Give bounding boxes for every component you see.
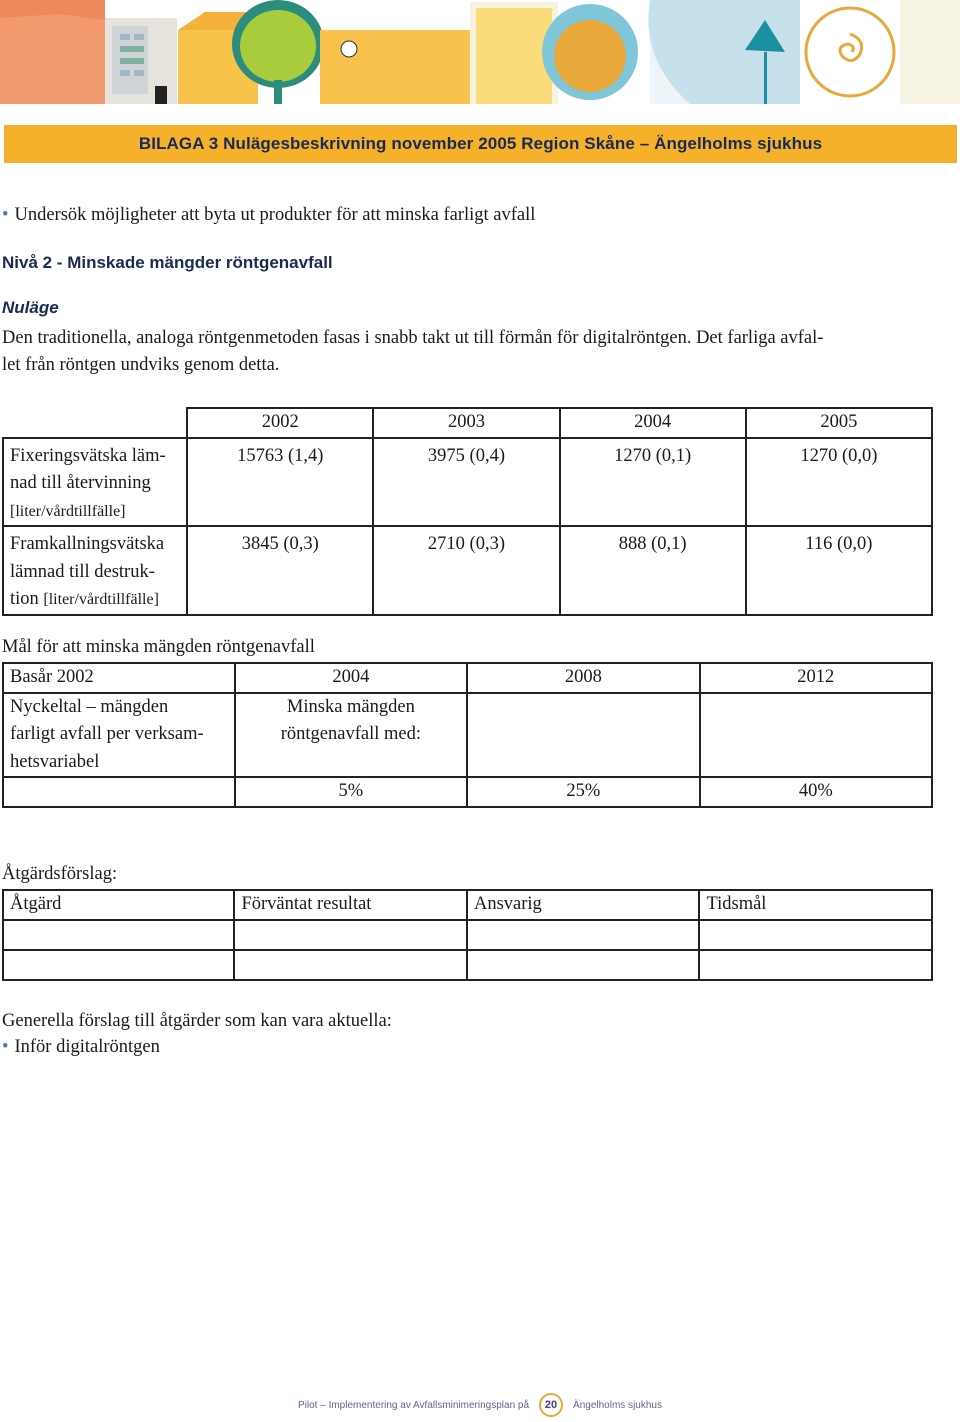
table-row (3, 950, 932, 980)
table-cell-empty (467, 950, 700, 980)
table-corner-cell (3, 408, 187, 438)
status-heading: Nuläge (2, 298, 59, 317)
table-cell-empty (699, 950, 932, 980)
table-cell-empty (234, 950, 467, 980)
goal-year-header: 2008 (467, 663, 699, 693)
intro-bullet (2, 202, 535, 229)
row-label (3, 438, 187, 527)
goals-table (2, 662, 933, 808)
table-cell: 1270 (0,0) (746, 438, 932, 527)
document-header (4, 125, 957, 163)
page-footer (0, 1393, 960, 1417)
table-cell-empty (699, 920, 932, 950)
table-cell-empty (467, 693, 699, 778)
table-cell: 2710 (0,3) (373, 526, 559, 615)
row-label (3, 526, 187, 615)
column-header: Ansvarig (467, 890, 700, 920)
goals-heading: Mål för att minska mängden röntgenavfall (2, 637, 315, 657)
table-cell-empty (700, 693, 932, 778)
table-cell: 888 (0,1) (560, 526, 746, 615)
actions-heading: Åtgärdsförslag: (2, 864, 118, 884)
status-paragraph (2, 325, 942, 379)
table-row (3, 526, 932, 615)
year-header: 2003 (373, 408, 559, 438)
row-label-line: nad till återvinning (10, 473, 151, 493)
general-heading: Generella förslag till åtgärder som kan vara aktuella: (2, 1011, 392, 1031)
key-figure-line: hetsvariabel (10, 751, 100, 772)
waste-volume-table (2, 407, 933, 616)
column-header: Åtgärd (3, 890, 234, 920)
row-label-line: Framkallningsvätska (10, 534, 165, 554)
table-header-row (3, 663, 932, 693)
goal-year-header: 2012 (700, 663, 932, 693)
year-header: 2002 (187, 408, 373, 438)
table-cell-empty (3, 950, 234, 980)
reduce-label (235, 693, 468, 778)
key-figure-line: farligt avfall per verksam- (10, 724, 204, 744)
target-cell: 5% (235, 777, 468, 807)
table-cell: 1270 (0,1) (560, 438, 746, 527)
column-header: Tidsmål (699, 890, 932, 920)
footer-left-text: Pilot – Implementering av Avfallsminimeringsplan på (298, 1399, 530, 1411)
table-cell: 3975 (0,4) (373, 438, 559, 527)
base-year-cell: Basår 2002 (3, 663, 235, 693)
table-cell-empty (3, 777, 235, 807)
table-header-row (3, 890, 932, 920)
bullet-icon: • (2, 205, 9, 225)
year-header: 2005 (746, 408, 932, 438)
row-label-line-with-unit (10, 586, 180, 614)
banner-illustration (0, 0, 960, 104)
row-label-unit: [liter/vårdtillfälle] (10, 502, 126, 520)
decorative-banner (0, 0, 960, 104)
status-text-line: let från röntgen undviks genom detta. (2, 355, 280, 375)
row-label-line: lämnad till destruk- (10, 561, 155, 582)
table-cell-empty (467, 920, 700, 950)
table-row (3, 693, 932, 778)
table-row (3, 438, 932, 527)
goal-year-header: 2004 (235, 663, 468, 693)
target-cell: 25% (467, 777, 699, 807)
header-title: BILAGA 3 Nulägesbeskrivning november 2005 Region Skåne – Ängelholms sjukhus (138, 134, 823, 153)
level-heading: Nivå 2 - Minskade mängder röntgenavfall (2, 253, 333, 272)
table-row (3, 777, 932, 807)
intro-bullet-text: Undersök möjligheter att byta ut produkter för att minska farligt avfall (14, 205, 536, 225)
key-figure-label (3, 693, 235, 778)
general-bullet (2, 1034, 160, 1061)
bullet-icon: • (2, 1037, 9, 1057)
table-cell: 116 (0,0) (746, 526, 932, 615)
table-cell-empty (234, 920, 467, 950)
row-label-line: tion (10, 589, 39, 609)
table-cell: 15763 (1,4) (187, 438, 373, 527)
reduce-label-line: röntgenavfall med: (280, 724, 421, 744)
table-row (3, 920, 932, 950)
page-number: 20 (539, 1393, 563, 1417)
row-label-line: Fixeringsvätska läm- (10, 445, 166, 466)
status-text-line: Den traditionella, analoga röntgenmetoden fasas i snabb takt ut till förmån för digitalröntgen. Det farliga avfal- (2, 328, 824, 348)
target-cell: 40% (700, 777, 932, 807)
general-bullet-text: Inför digitalröntgen (14, 1037, 160, 1057)
column-header: Förväntat resultat (234, 890, 467, 920)
reduce-label-line: Minska mängden (286, 696, 415, 717)
table-cell-empty (3, 920, 234, 950)
row-label-unit: [liter/vårdtillfälle] (43, 591, 159, 608)
actions-table (2, 889, 933, 981)
footer-right-text: Ängelholms sjukhus (573, 1399, 662, 1411)
table-header-row (3, 408, 932, 438)
key-figure-line: Nyckeltal – mängden (10, 696, 169, 717)
year-header: 2004 (560, 408, 746, 438)
table-cell: 3845 (0,3) (187, 526, 373, 615)
